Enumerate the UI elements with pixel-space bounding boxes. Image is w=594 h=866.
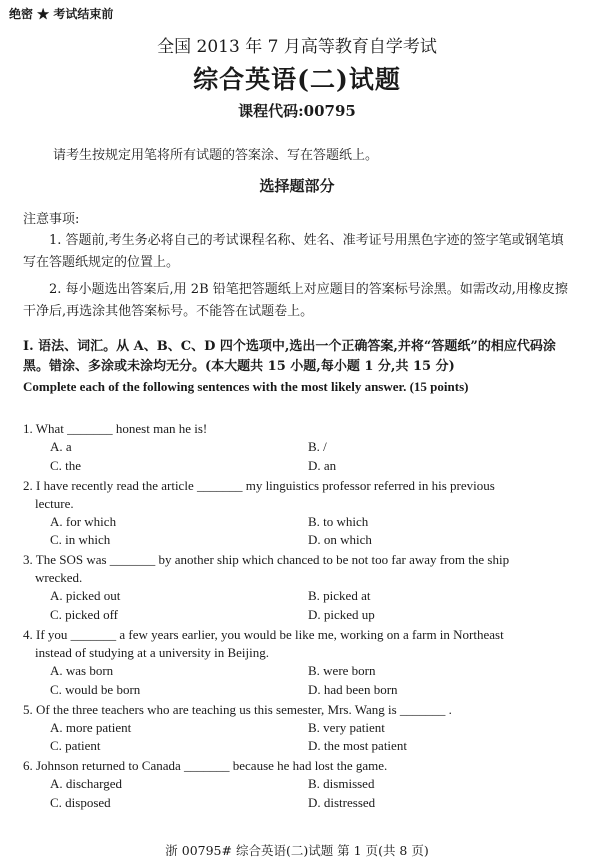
question-3-option-d: D. picked up: [308, 607, 375, 622]
question-5-option-c: C. patient: [50, 738, 101, 753]
question-1-option-d: D. an: [308, 458, 337, 473]
question-4-option-c: C. would be born: [50, 682, 141, 697]
confidential-label: 绝密 ★ 考试结束前: [9, 7, 114, 21]
question-6-text: 6. Johnson returned to Canada _______ because he had lost the game.: [23, 758, 388, 773]
question-1-text: 1. What _______ honest man he is!: [23, 421, 208, 436]
question-5-option-d: D. the most patient: [308, 738, 407, 753]
exam-title: 全国 2013 年 7 月高等教育自学考试: [157, 37, 437, 57]
attention-item-1: 1. 答题前,考生务必将自己的考试课程名称、姓名、准考证号用黑色字迹的签字笔或钢笔填写在答题纸规定的位置上。: [23, 233, 564, 270]
question-6-option-b: B. dismissed: [308, 776, 375, 791]
question-3-text-cont: wrecked.: [35, 570, 83, 585]
instruction-en: Complete each of the following sentences with the most likely answer. (15 points): [23, 379, 469, 394]
question-1-option-c: C. the: [50, 458, 82, 473]
subject-title: 综合英语(二)试题: [193, 65, 401, 94]
question-4-option-d: D. had been born: [308, 682, 398, 697]
course-code: 课程代码:00795: [238, 102, 356, 120]
question-1-option-b: B. /: [308, 439, 327, 454]
question-6-option-d: D. distressed: [308, 795, 376, 810]
instruction-cn: Ⅰ. 语法、词汇。从 A、B、C、D 四个选项中,选出一个正确答案,并将“答题纸”的相应代码涂黑。错涂、多涂或未涂均无分。(本大题共 15 小题,每小题 1 分,共 15 分): [23, 339, 556, 374]
question-3-option-a: A. picked out: [50, 588, 121, 603]
section-title: 选择题部分: [259, 177, 335, 195]
question-6-option-a: A. discharged: [50, 776, 122, 791]
question-2-text-cont: lecture.: [35, 496, 74, 511]
question-4-option-b: B. were born: [308, 663, 376, 678]
question-3-text: 3. The SOS was _______ by another ship which chanced to be not too far away from the ship: [23, 552, 510, 567]
question-5-option-b: B. very patient: [308, 720, 385, 735]
question-2-option-a: A. for which: [50, 514, 117, 529]
answer-notice: 请考生按规定用笔将所有试题的答案涂、写在答题纸上。: [53, 148, 379, 163]
question-2-option-c: C. in which: [50, 532, 111, 547]
question-6-option-c: C. disposed: [50, 795, 111, 810]
attention-heading: 注意事项:: [23, 212, 80, 227]
question-2-option-d: D. on which: [308, 532, 372, 547]
question-5-option-a: A. more patient: [50, 720, 132, 735]
question-2-text: 2. I have recently read the article _______ my linguistics professor referred in his previous: [23, 478, 495, 493]
question-2-option-b: B. to which: [308, 514, 369, 529]
question-5-text: 5. Of the three teachers who are teaching us this semester, Mrs. Wang is _______ .: [23, 702, 452, 717]
question-4-option-a: A. was born: [50, 663, 114, 678]
question-4-text-cont: instead of studying at a university in Beijing.: [35, 645, 269, 660]
page-footer: 浙 00795# 综合英语(二)试题 第 1 页(共 8 页): [165, 843, 429, 858]
question-3-option-b: B. picked at: [308, 588, 371, 603]
attention-item-2: 2. 每小题选出答案后,用 2B 铅笔把答题纸上对应题目的答案标号涂黑。如需改动,用橡皮擦干净后,再选涂其他答案标号。不能答在试题卷上。: [23, 282, 568, 319]
question-3-option-c: C. picked off: [50, 607, 118, 622]
question-1-option-a: A. a: [50, 439, 72, 454]
question-4-text: 4. If you _______ a few years earlier, you would be like me, working on a farm in Northeast: [23, 627, 504, 642]
